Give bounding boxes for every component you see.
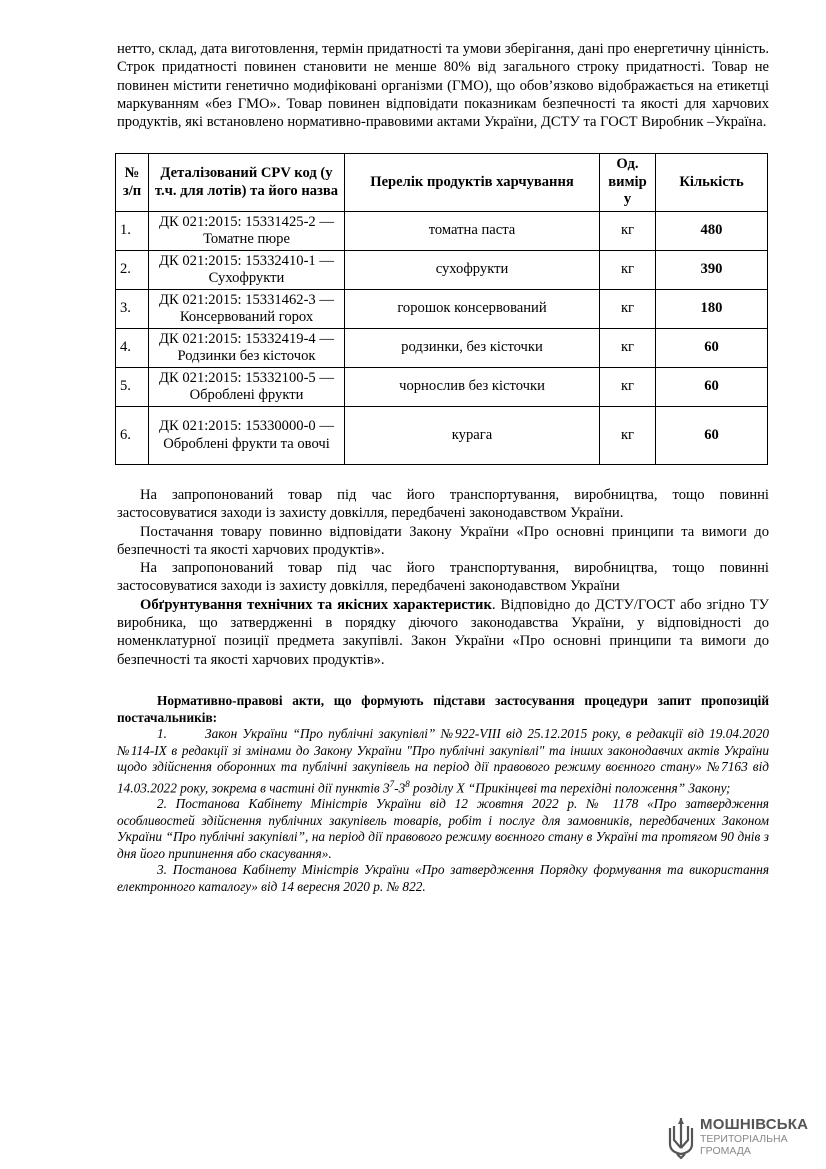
row-quantity: 60	[656, 329, 768, 368]
intro-paragraph: нетто, склад, дата виготовлення, термін придатності та умови зберігання, дані про енергетичну цінність. Строк придатності повинен становити не менше 80% від загального строку придатності. Товар не повинен містити генетично модифіковані організми (ГМО), що обов’язково відображається на етикетці маркуванням «без ГМО». Товар повинен відповідати показникам безпечності та якості для харчових продуктів, які встановлено нормативно-правовими актами України, ДСТУ та ГОСТ Виробник –Україна.	[117, 41, 769, 131]
logo-line-3: ГРОМАДА	[700, 1145, 751, 1157]
table-row	[116, 290, 768, 329]
row-num: 2.	[116, 251, 149, 290]
row-unit: кг	[600, 251, 656, 290]
logo-line-2: ТЕРИТОРІАЛЬНА	[700, 1133, 788, 1145]
table-header-row	[116, 154, 768, 212]
row-unit: кг	[600, 212, 656, 251]
legal-acts-heading: Нормативно-правові акти, що формують підстави застосування процедури запит пропозицій постачальників:	[117, 693, 769, 725]
table-row	[116, 251, 768, 290]
row-num: 5.	[116, 368, 149, 407]
row-product: сухофрукти	[345, 251, 600, 290]
table-row	[116, 407, 768, 465]
row-cpv-code: ДК 021:2015: 15332419-4 — Родзинки без кісточок	[149, 329, 345, 368]
row-unit: кг	[600, 368, 656, 407]
legal-act-text: Закон України “Про публічні закупівлі” №922-VIII від 25.12.2015 року, в редакції від 19.04.2020 №114-IX в редакції зі змінами до Закону України "Про публічні закупівлі" та інших законодавчих актів України щодо здійснення оборонних та публічні закупівель на період дії правового режиму воєнного стану» №7163 від 14.03.2022 року, зокрема в частині дії пунктів 3	[117, 726, 769, 795]
row-product: горошок консервований	[345, 290, 600, 329]
row-cpv-code: ДК 021:2015: 15332100-5 — Оброблені фрукти	[149, 368, 345, 407]
legal-act-number: 1.	[157, 726, 167, 741]
row-cpv-code: ДК 021:2015: 15331462-3 — Консервований горох	[149, 290, 345, 329]
legal-act-item: 3. Постанова Кабінету Міністрів України «Про затвердження Порядку формування та використання електронного каталогу» від 14 вересня 2020 р. № 822.	[117, 862, 769, 894]
body-paragraphs	[117, 486, 769, 669]
community-logo	[666, 1116, 811, 1160]
header-quantity: Кількість	[656, 154, 768, 212]
superscript: 7	[389, 778, 395, 789]
row-product: чорнослив без кісточки	[345, 368, 600, 407]
paragraph-environment: На запропонований товар під час його транспортування, виробництва, тощо повинні застосовуватися заходи із захисту довкілля, передбачені законодавством України.	[117, 487, 769, 522]
row-quantity: 60	[656, 368, 768, 407]
header-num: № з/п	[116, 154, 149, 212]
row-product: родзинки, без кісточки	[345, 329, 600, 368]
legal-act-item	[117, 726, 769, 796]
row-cpv-code: ДК 021:2015: 15330000-0 — Оброблені фрукти та овочі	[149, 407, 345, 465]
justification-text: . Відповідно до ДСТУ/ГОСТ або згідно ТУ виробника, що затвердженні в порядку діючого законодавства України, у відповідності до номенклатурної позиції предмета закупівлі. Закон України «Про основні принципи та вимоги до безпечності та якості харчових продуктів».	[117, 596, 770, 668]
row-unit: кг	[600, 329, 656, 368]
row-num: 6.	[116, 407, 149, 465]
row-quantity: 180	[656, 290, 768, 329]
legal-act-item: 2. Постанова Кабінету Міністрів України від 12 жовтня 2022 р. № 1178 «Про затвердження особливостей здійснення публічних закупівель товарів, робіт і послуг для замовників, передбачених Законом України “Про публічні закупівлі”, на період дії правового режиму воєнного стану в Україні та протягом 90 днів з дня його припинення або скасування».	[117, 796, 769, 861]
row-product: томатна паста	[345, 212, 600, 251]
row-quantity: 60	[656, 407, 768, 465]
table-row	[116, 212, 768, 251]
table-row	[116, 368, 768, 407]
row-quantity: 390	[656, 251, 768, 290]
row-num: 4.	[116, 329, 149, 368]
header-unit: Од. вимір у	[600, 154, 656, 212]
justification-heading: Обґрунтування технічних та якісних характеристик	[140, 596, 492, 613]
legal-act-text: розділу X “Прикінцеві та перехідні положення” Закону;	[409, 779, 731, 795]
row-unit: кг	[600, 407, 656, 465]
legal-act-text: -3	[394, 779, 406, 795]
logo-line-1: МОШНІВСЬКА	[700, 1116, 809, 1133]
header-product-list: Перелік продуктів харчування	[345, 154, 600, 212]
row-unit: кг	[600, 290, 656, 329]
header-cpv-code: Деталізований CPV код (у т.ч. для лотів) та його назва	[149, 154, 345, 212]
paragraph-law-compliance: Постачання товару повинно відповідати Закону України «Про основні принципи та вимоги до безпечності та якості харчових продуктів».	[117, 523, 769, 558]
trident-icon	[666, 1116, 696, 1160]
legal-acts-section	[117, 693, 769, 895]
paragraph-environment-repeat: На запропонований товар під час його транспортування, виробництва, тощо повинні застосовуватися заходи із захисту довкілля, передбачені законодавством України	[117, 560, 769, 595]
row-cpv-code: ДК 021:2015: 15331425-2 — Томатне пюре	[149, 212, 345, 251]
row-cpv-code: ДК 021:2015: 15332410-1 — Сухофрукти	[149, 251, 345, 290]
superscript: 8	[405, 778, 410, 789]
paragraph-justification	[117, 596, 769, 669]
row-num: 3.	[116, 290, 149, 329]
row-num: 1.	[116, 212, 149, 251]
table-row	[116, 329, 768, 368]
row-product: курага	[345, 407, 600, 465]
row-quantity: 480	[656, 212, 768, 251]
products-table	[115, 153, 768, 465]
